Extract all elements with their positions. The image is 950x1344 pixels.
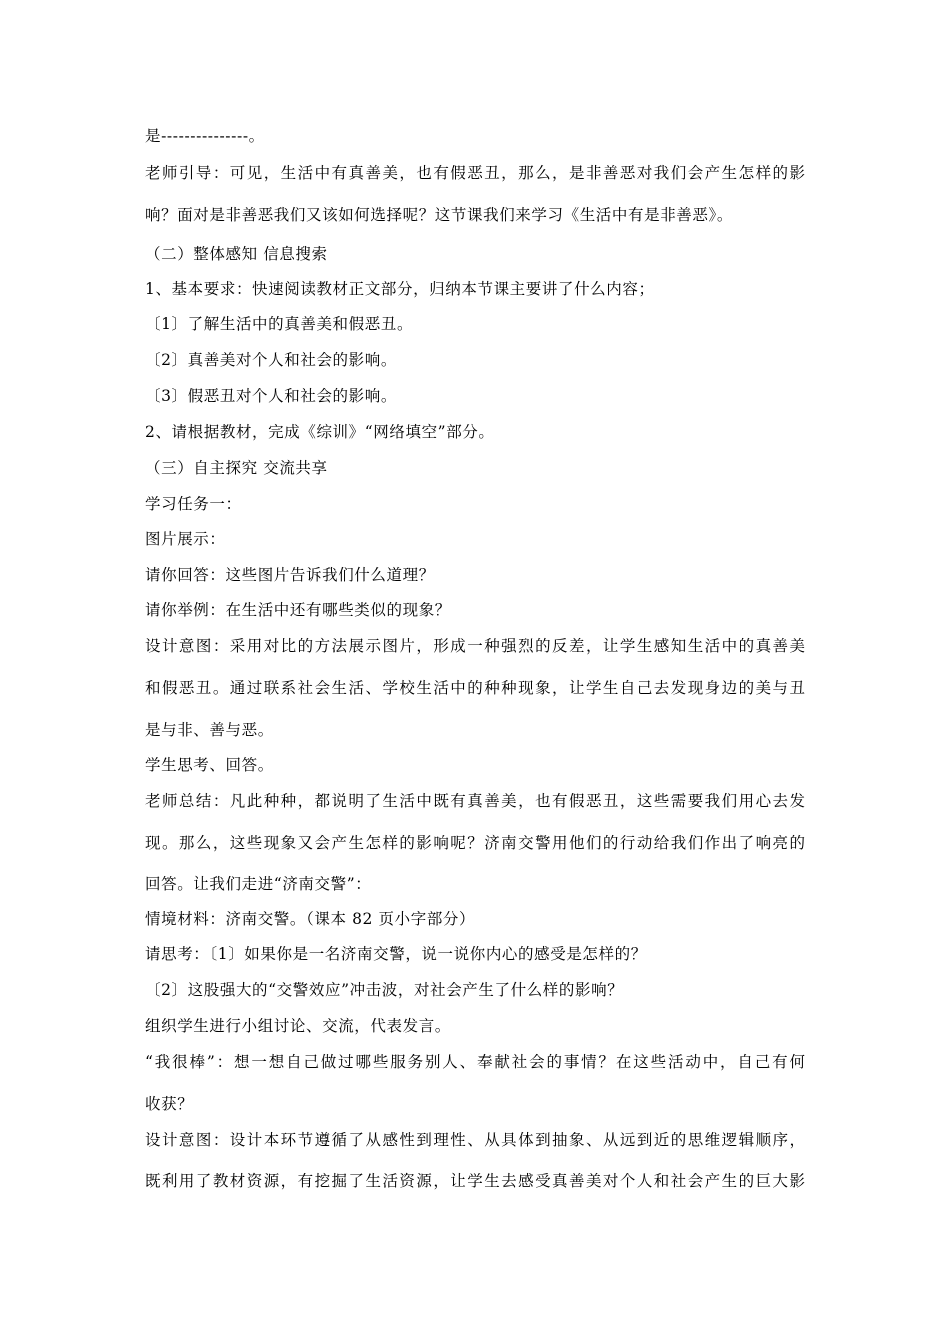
text-line: 是与非、善与恶。: [145, 721, 274, 739]
section-heading: （二）整体感知 信息搜索: [145, 245, 328, 263]
text-line: 既利用了教材资源，有挖掘了生活资源，让学生去感受真善美对个人和社会产生的巨大影: [145, 1172, 805, 1190]
text-line: 老师引导：可见，生活中有真善美，也有假恶丑，那么，是非善恶对我们会产生怎样的影: [145, 164, 805, 182]
text-line: 现。那么，这些现象又会产生怎样的影响呢？济南交警用他们的行动给我们作出了响亮的: [145, 834, 805, 852]
text-line: 和假恶丑。通过联系社会生活、学校生活中的种种现象，让学生自己去发现身边的美与丑: [145, 679, 805, 697]
text-line: 请你举例：在生活中还有哪些类似的现象？: [145, 601, 451, 619]
text-line: 是---------------。: [145, 127, 265, 145]
text-line: 设计意图：设计本环节遵循了从感性到理性、从具体到抽象、从远到近的思维逻辑顺序，: [145, 1131, 805, 1149]
text-line: 图片展示：: [145, 530, 226, 548]
list-item: 〔3〕假恶丑对个人和社会的影响。: [145, 387, 397, 405]
text-line: 1、基本要求：快速阅读教材正文部分，归纳本节课主要讲了什么内容；: [145, 280, 655, 298]
section-heading: （三）自主探究 交流共享: [145, 459, 328, 477]
text-line: 学习任务一：: [145, 495, 242, 513]
text-line: 组织学生进行小组讨论、交流，代表发言。: [145, 1017, 451, 1035]
text-line: 设计意图：采用对比的方法展示图片，形成一种强烈的反差，让学生感知生活中的真善美: [145, 637, 805, 655]
list-item: 〔1〕了解生活中的真善美和假恶丑。: [145, 315, 414, 333]
text-line: 〔2〕这股强大的“交警效应”冲击波，对社会产生了什么样的影响？: [145, 981, 624, 999]
text-line: 收获？: [145, 1095, 194, 1113]
list-item: 〔2〕真善美对个人和社会的影响。: [145, 351, 397, 369]
text-line: 2、请根据教材，完成《综训》“网络填空”部分。: [145, 423, 495, 441]
text-line: 响？面对是非善恶我们又该如何选择呢？这节课我们来学习《生活中有是非善恶》。: [145, 206, 733, 224]
text-line: “我很棒”：想一想自己做过哪些服务别人、奉献社会的事情？在这些活动中，自己有何: [145, 1053, 805, 1071]
text-line: 请思考：〔1〕如果你是一名济南交警，说一说你内心的感受是怎样的？: [145, 945, 647, 963]
text-line: 老师总结：凡此种种，都说明了生活中既有真善美，也有假恶丑，这些需要我们用心去发: [145, 792, 805, 810]
text-line: 请你回答：这些图片告诉我们什么道理？: [145, 566, 435, 584]
text-line: 情境材料：济南交警。（课本 82 页小字部分）: [145, 910, 476, 928]
text-line: 回答。让我们走进“济南交警”：: [145, 875, 372, 893]
text-line: 学生思考、回答。: [145, 756, 274, 774]
